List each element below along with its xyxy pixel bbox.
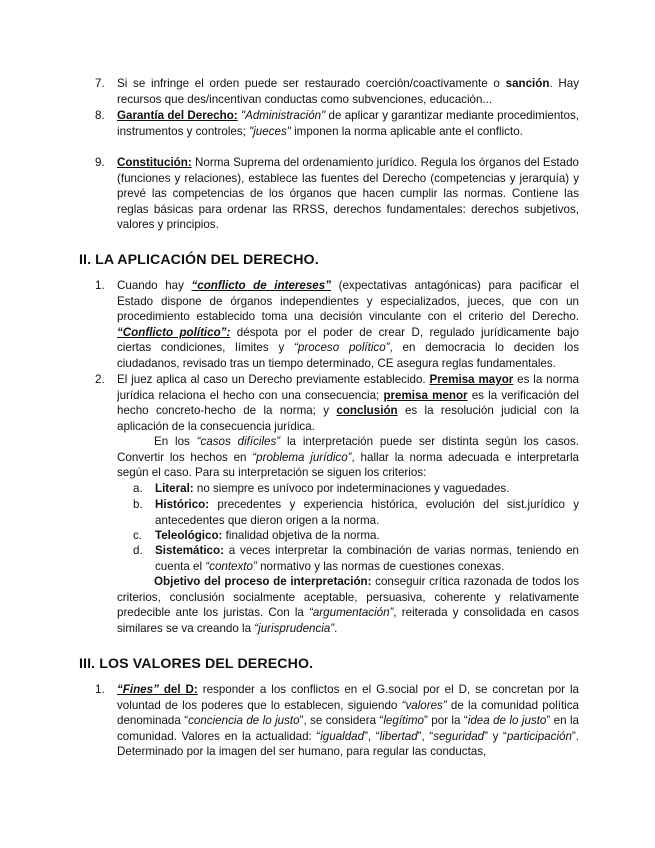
item-text: Constitución: Norma Suprema del ordenamiento jurídico. Regula los órganos del Estado (funciones y relaciones), establece las fuentes del Derecho (competencias y jerarquía) y prevé las competencias de los órganos que hacen cumplir las normas. Contiene las reglas básicas para ordenar las RRSS, derechos fundamentales: derechos subjetivos, valores y principios. xyxy=(117,156,579,232)
list-item-8 xyxy=(95,108,579,139)
constitucion-title: Constitución: xyxy=(117,156,192,169)
item-text: El juez aplica al caso un Derecho previamente establecido. Premisa mayor es la norma jurídica relaciona el hecho con una consecuencia; premisa menor es la verificación del hecho concreto-hecho de la norma; y conclusión es la resolución judicial con la aplicación de la consecuencia jurídica. xyxy=(117,373,580,433)
section-heading-aplicacion: II. LA APLICACIÓN DEL DERECHO. xyxy=(79,252,319,268)
item-number: 1. xyxy=(95,683,105,696)
casos-dificiles-paragraph: En los “casos difíciles” la interpretación puede ser distinta según los casos. Convertir los hechos en “problema jurídico”, hallar la norma adecuada e interpretarla según el caso. Para su interpretación se siguen los criterios: xyxy=(117,435,579,480)
list-item-iii-1 xyxy=(95,682,580,760)
garantia-title: Garantía del Derecho: xyxy=(117,109,238,122)
criterion-sistematico: d. Sistemático: a veces interpretar la combinación de varias normas, teniendo en cuenta el “contexto” normativo y las normas de cuestiones conexas. xyxy=(133,544,579,573)
item-text: Si se infringe el orden puede ser restaurado coerción/coactivamente o sanción. Hay recursos que des/incentivan conductas como subvenciones, educación... xyxy=(117,77,580,106)
item-text: Garantía del Derecho: "Administración" de aplicar y garantizar mediante procedimientos, instrumentos y controles; "jueces" imponen la norma aplicable ante el conflicto. xyxy=(117,109,579,138)
item-number: 9. xyxy=(95,156,105,169)
item-number: 2. xyxy=(95,373,105,386)
item-number: 8. xyxy=(95,109,105,122)
objetivo-paragraph: Objetivo del proceso de interpretación: conseguir crítica razonada de todos los criterios, conclusión socialmente aceptable, persuasiva, coherente y relativamente predecible ante los juristas. Con la “argumentación”, reiterada y consolidada en casos similares se va creando la “jurisprudencia”. xyxy=(117,575,579,635)
criterion-literal: a. Literal: no siempre es unívoco por indeterminaciones y vaguedades. xyxy=(133,482,510,495)
criterion-historico: b. Histórico: precedentes y experiencia histórica, evolución del sist.jurídico y antecedentes que dieron origen a la norma. xyxy=(133,498,579,527)
criterion-teleologico: c. Teleológico: finalidad objetiva de la norma. xyxy=(133,529,380,542)
list-item-ii-2 xyxy=(95,372,580,434)
item-text: “Fines” del D: responder a los conflictos en el G.social por el D, se concretan por la voluntad de los poderes que lo establecen, siguiendo “valores” de la comunidad política denominada “conciencia de lo justo”, se considera “legítimo” por la “idea de lo justo” en la comunidad. Valores en la actualidad: “igualdad”, “libertad”, “seguridad” y “participación”. Determinado por la imagen del ser humano, para regular las conductas, xyxy=(117,683,580,759)
list-item-9 xyxy=(95,155,579,233)
list-item-ii-1 xyxy=(95,278,580,372)
item-number: 1. xyxy=(95,279,105,292)
list-item-7 xyxy=(95,76,580,107)
section-heading-valores: III. LOS VALORES DEL DERECHO. xyxy=(79,656,314,672)
sancion-term: sanción xyxy=(505,77,550,90)
item-text: Cuando hay “conflicto de intereses” (expectativas antagónicas) para pacificar el Estado dispone de órganos independientes y especializados, jueces, que con un procedimiento establecido toma una decisión vinculante con el criterio del Derecho. “Conflicto político”: déspota por el poder de crear D, regulado jurídicamente bajo ciertas condiciones, límites y “proceso político”, en democracia lo deciden los ciudadanos, revisado tras un tiempo determinado, CE asegura reglas fundamentales. xyxy=(117,279,580,370)
item-number: 7. xyxy=(95,77,105,90)
